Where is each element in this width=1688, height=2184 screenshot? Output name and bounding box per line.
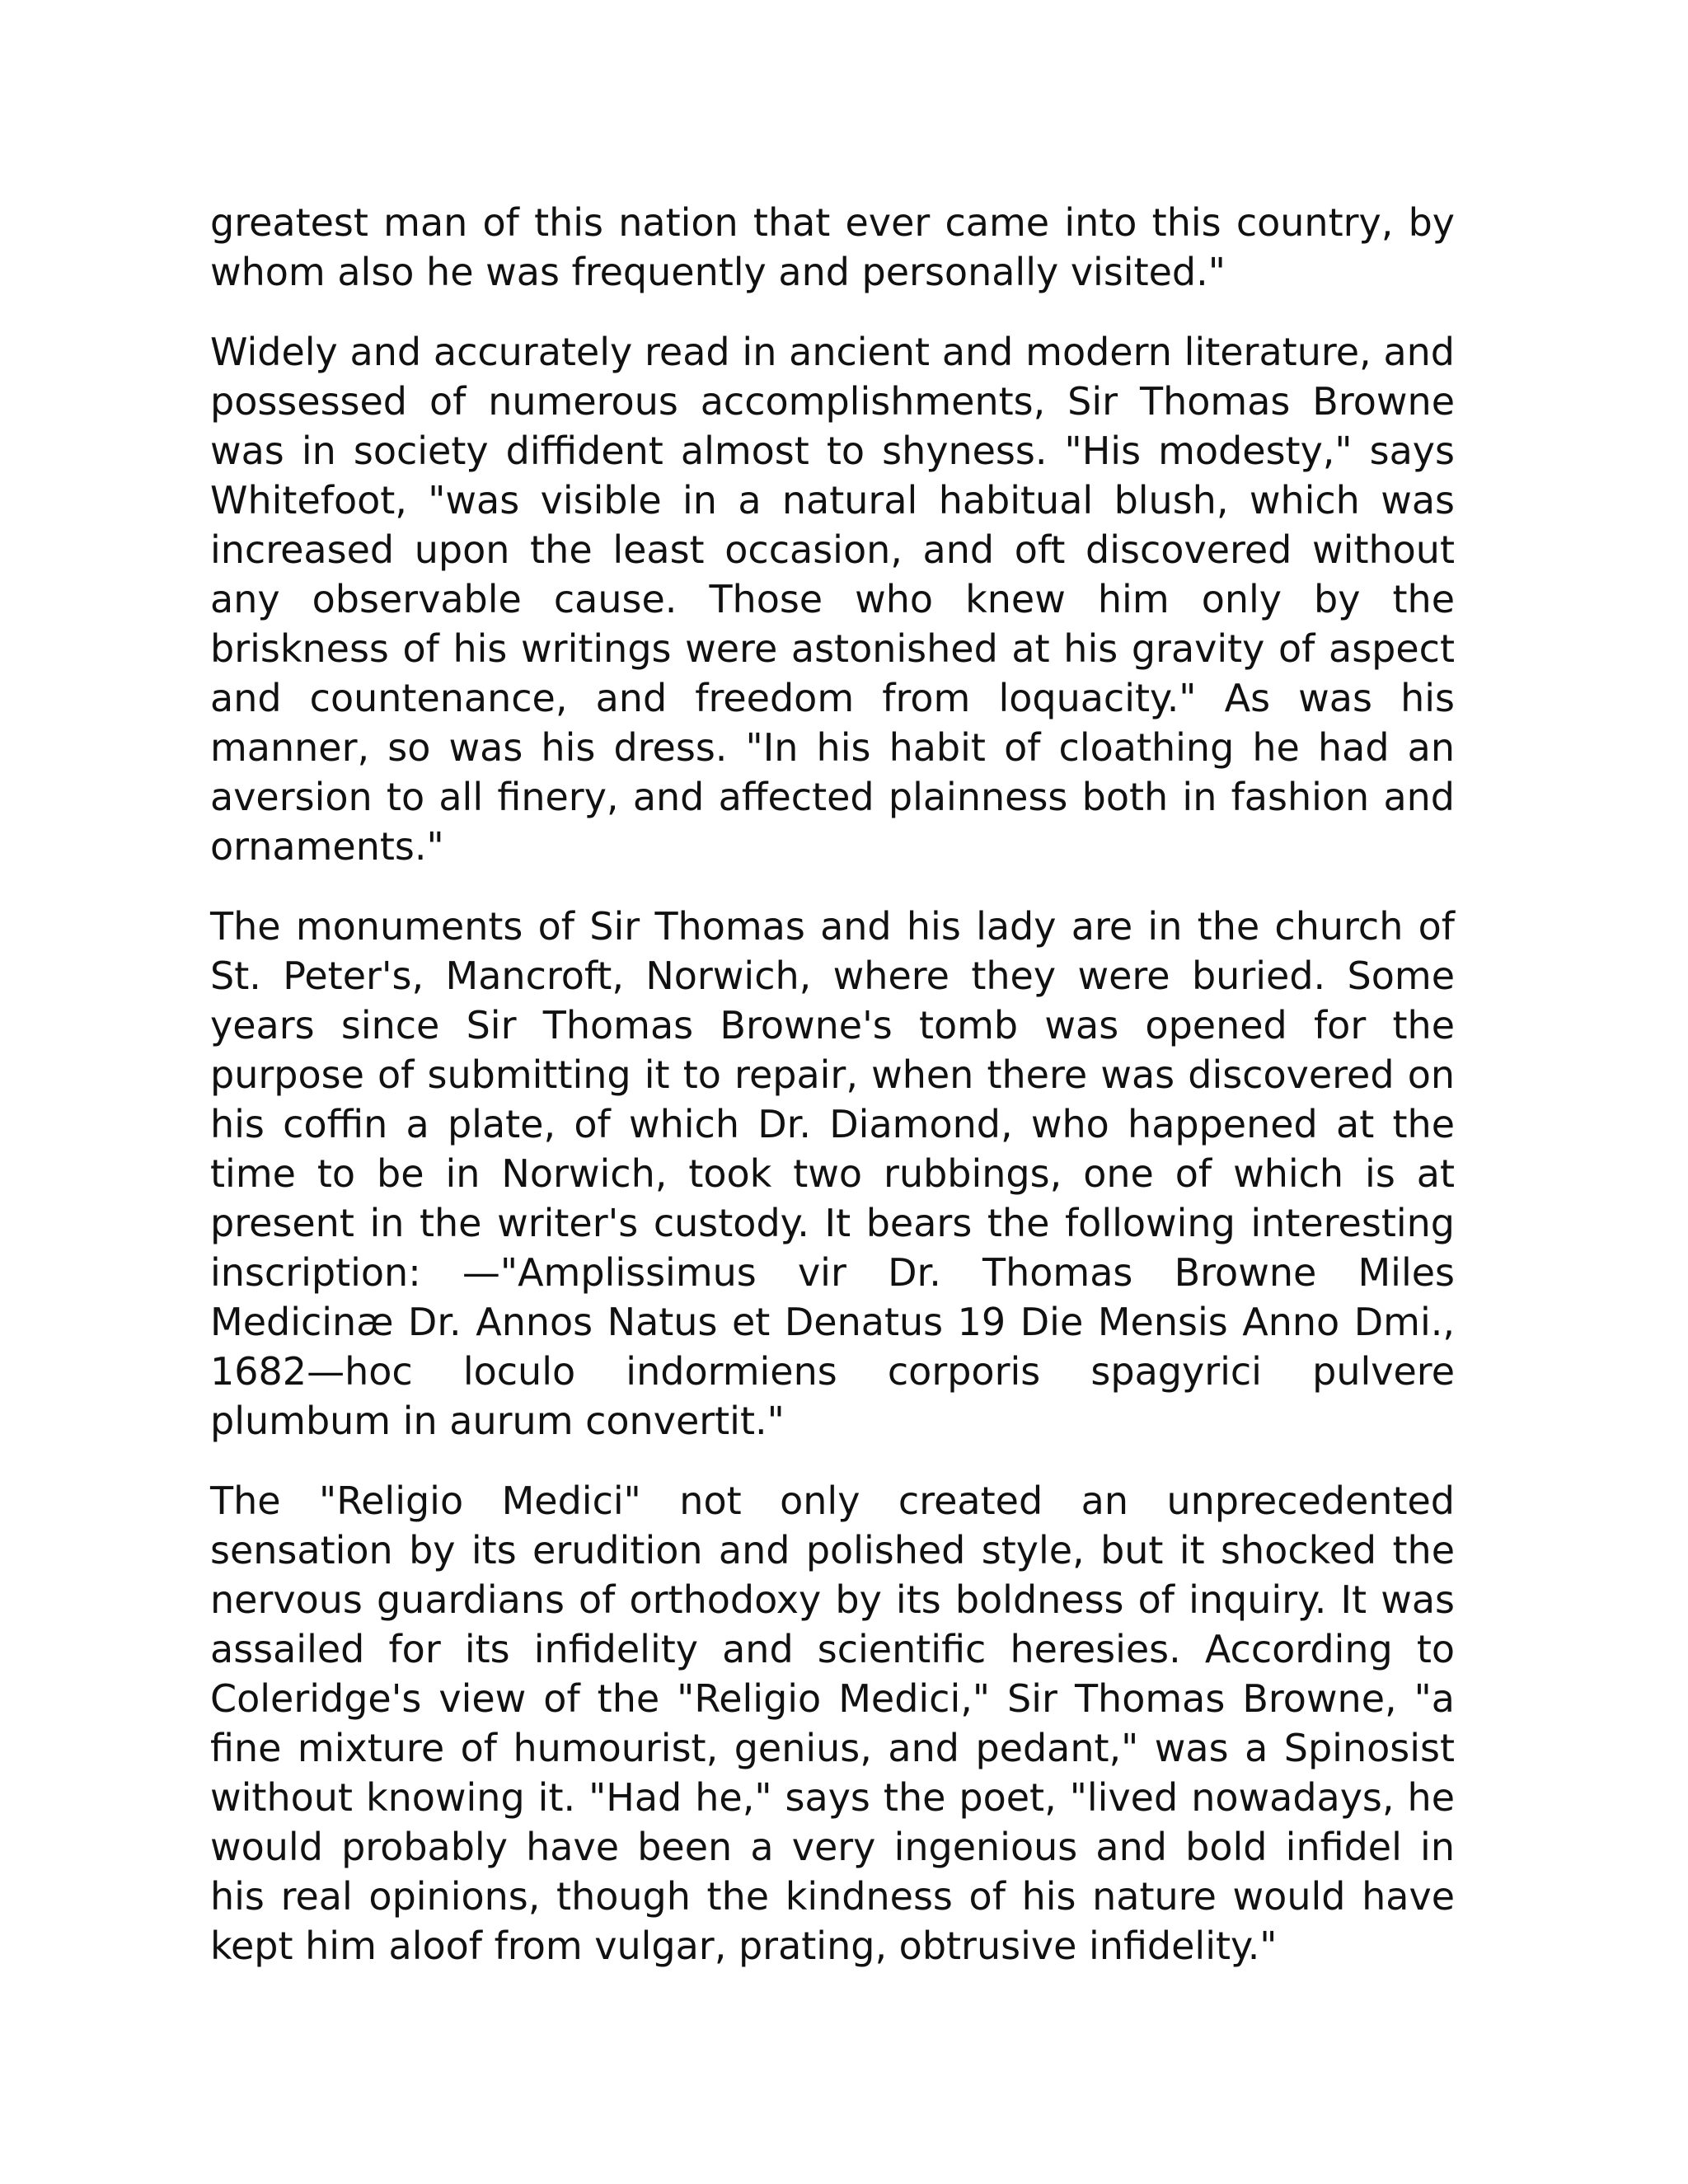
paragraph-1: greatest man of this nation that ever came into this country, by whom also he was frequently and personally visited." bbox=[210, 200, 1455, 294]
paragraph-4: The "Religio Medici" not only created an unprecedented sensation by its erudition and polished style, but it shocked the nervous guardians of orthodoxy by its boldness of inquiry. It was assailed for its infidelity and scientific heresies. According to Coleridge's view of the "Religio Medici," Sir Thomas Browne, "a fine mixture of humourist, genius, and pedant," was a Spinosist without knowing it. "Had he," says the poet, "lived nowadays, he would probably have been a very ingenious and bold infidel in his real opinions, though the kindness of his nature would have kept him aloof from vulgar, prating, obtrusive infidelity." bbox=[210, 1479, 1455, 1968]
document-page bbox=[210, 198, 1455, 2001]
paragraph-2: Widely and accurately read in ancient and modern literature, and possessed of numerous accomplishments, Sir Thomas Browne was in society diffident almost to shyness. "His modesty," says Whitefoot, "was visible in a natural habitual blush, which was increased upon the least occasion, and oft discovered without any observable cause. Those who knew him only by the briskness of his writings were astonished at his gravity of aspect and countenance, and freedom from loquacity." As was his manner, so was his dress. "In his habit of cloathing he had an aversion to all finery, and affected plainness both in fashion and ornaments." bbox=[210, 330, 1455, 869]
paragraph-3: The monuments of Sir Thomas and his lady are in the church of St. Peter's, Mancroft, Norwich, where they were buried. Some years since Sir Thomas Browne's tomb was opened for the purpose of submitting it to repair, when there was discovered on his coffin a plate, of which Dr. Diamond, who happened at the time to be in Norwich, took two rubbings, one of which is at present in the writer's custody. It bears the following interesting inscription: —"Amplissimus vir Dr. Thomas Browne Miles Medicinæ Dr. Annos Natus et Denatus 19 Die Mensis Anno Dmi., 1682—hoc loculo indormiens corporis spagyrici pulvere plumbum in aurum convertit." bbox=[210, 904, 1455, 1443]
